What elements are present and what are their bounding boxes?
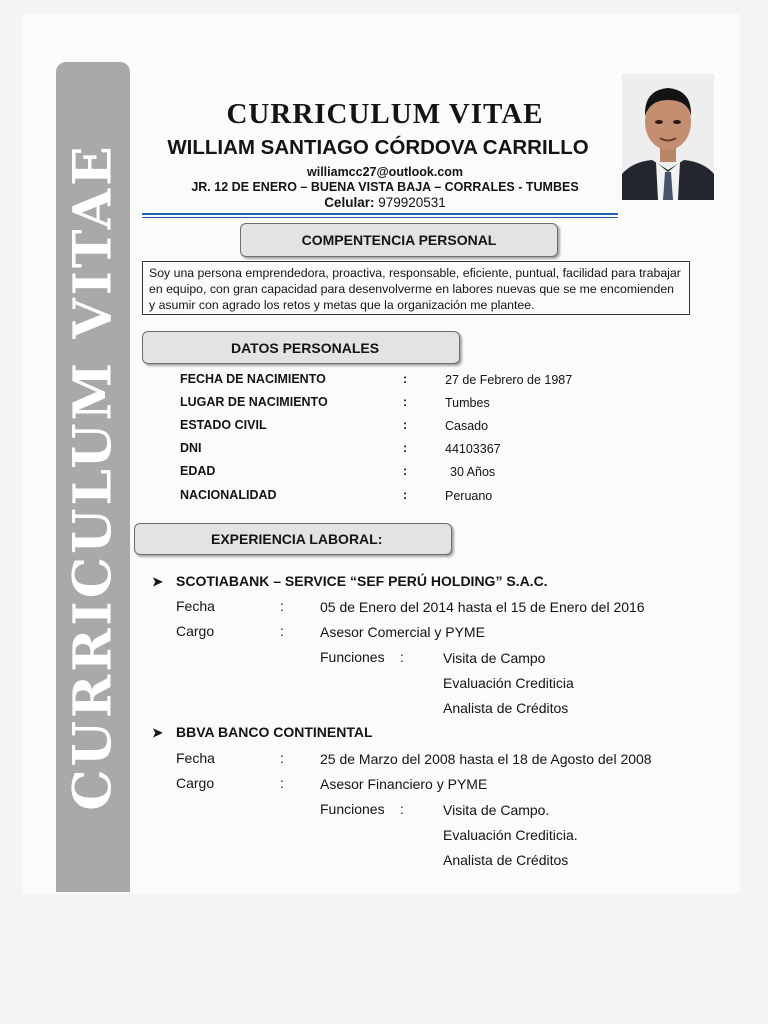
value-edad: 30 Años xyxy=(450,465,496,479)
phone-number: 979920531 xyxy=(378,195,446,210)
section-heading-experiencia xyxy=(134,523,452,555)
header-rule xyxy=(142,213,618,215)
job-funcion-item: Visita de Campo. xyxy=(443,802,550,818)
job-cargo-label: Cargo xyxy=(176,623,215,639)
value-nacionalidad: Peruano xyxy=(445,489,493,503)
job-company xyxy=(152,724,373,741)
job-funcion-item: Analista de Créditos xyxy=(443,852,569,868)
section-heading-datos-label: DATOS PERSONALES xyxy=(231,339,380,356)
section-heading-datos xyxy=(142,331,460,364)
job-fecha-label: Fecha xyxy=(176,598,215,614)
job-fecha-label: Fecha xyxy=(176,750,215,766)
portrait-icon xyxy=(622,74,714,200)
section-heading-experiencia-label: EXPERIENCIA LABORAL: xyxy=(211,531,383,547)
job-funcion-item: Analista de Créditos xyxy=(443,700,569,716)
vertical-title: CURRICULUM VITAE xyxy=(62,143,124,811)
colon: : xyxy=(280,623,284,639)
home-address: JR. 12 DE ENERO – BUENA VISTA BAJA – CORRALES - TUMBES xyxy=(191,180,579,194)
job-funciones-label: Funciones xyxy=(320,649,385,665)
label-dni: DNI xyxy=(180,441,202,455)
job-company xyxy=(152,573,548,590)
phone-label: Celular: xyxy=(324,195,375,210)
colon: : xyxy=(400,649,404,665)
arrow-bullet-icon: ➤ xyxy=(152,725,163,740)
value-estado-civil: Casado xyxy=(445,419,489,433)
label-estado-civil: ESTADO CIVIL xyxy=(180,418,267,432)
job-funcion-item: Visita de Campo xyxy=(443,650,546,666)
job-cargo-label: Cargo xyxy=(176,775,215,791)
job-funciones-label: Funciones xyxy=(320,801,385,817)
profile-photo xyxy=(622,74,714,200)
job-company-name: BBVA BANCO CONTINENTAL xyxy=(176,724,373,740)
job-cargo-value: Asesor Financiero y PYME xyxy=(320,776,488,792)
colon: : xyxy=(403,372,408,386)
email-address: williamcc27@outlook.com xyxy=(307,165,463,179)
colon: : xyxy=(403,418,408,432)
header-rule-thin xyxy=(142,217,618,218)
label-lugar-nacimiento: LUGAR DE NACIMIENTO xyxy=(180,395,328,409)
value-fecha-nacimiento: 27 de Febrero de 1987 xyxy=(445,373,573,387)
phone-line xyxy=(140,195,630,210)
section-heading-competencia-label: COMPENTENCIA PERSONAL xyxy=(301,232,497,248)
colon: : xyxy=(280,598,284,614)
value-lugar-nacimiento: Tumbes xyxy=(445,396,490,410)
arrow-bullet-icon: ➤ xyxy=(152,574,163,589)
document-title: CURRICULUM VITAE xyxy=(226,98,544,130)
competencia-text: Soy una persona emprendedora, proactiva, responsable, eficiente, puntual, facilidad para trabajar en equipo, con gran capacidad para desenvolverme en labores nuevas que se me encomienden y asumir con agrado los retos y metas que la organización me plantee. xyxy=(142,261,690,315)
job-cargo-value: Asesor Comercial y PYME xyxy=(320,624,485,640)
job-company-name: SCOTIABANK – SERVICE “SEF PERÚ HOLDING” S.A.C. xyxy=(176,573,548,589)
job-funcion-item: Evaluación Crediticia. xyxy=(443,827,578,843)
section-heading-competencia xyxy=(240,223,558,257)
colon: : xyxy=(403,395,408,409)
colon: : xyxy=(403,488,408,502)
label-fecha-nacimiento: FECHA DE NACIMIENTO xyxy=(180,372,326,386)
colon: : xyxy=(280,750,284,766)
colon: : xyxy=(280,775,284,791)
job-fecha-value: 05 de Enero del 2014 hasta el 15 de Enero del 2016 xyxy=(320,599,645,615)
label-edad: EDAD xyxy=(180,464,216,478)
colon: : xyxy=(403,464,408,478)
job-fecha-value: 25 de Marzo del 2008 hasta el 18 de Agosto del 2008 xyxy=(320,751,652,767)
vertical-title-bar xyxy=(56,62,130,892)
value-dni: 44103367 xyxy=(445,442,501,456)
colon: : xyxy=(403,441,408,455)
label-nacionalidad: NACIONALIDAD xyxy=(180,488,277,502)
candidate-name: WILLIAM SANTIAGO CÓRDOVA CARRILLO xyxy=(167,136,589,159)
job-funcion-item: Evaluación Crediticia xyxy=(443,675,574,691)
colon: : xyxy=(400,801,404,817)
